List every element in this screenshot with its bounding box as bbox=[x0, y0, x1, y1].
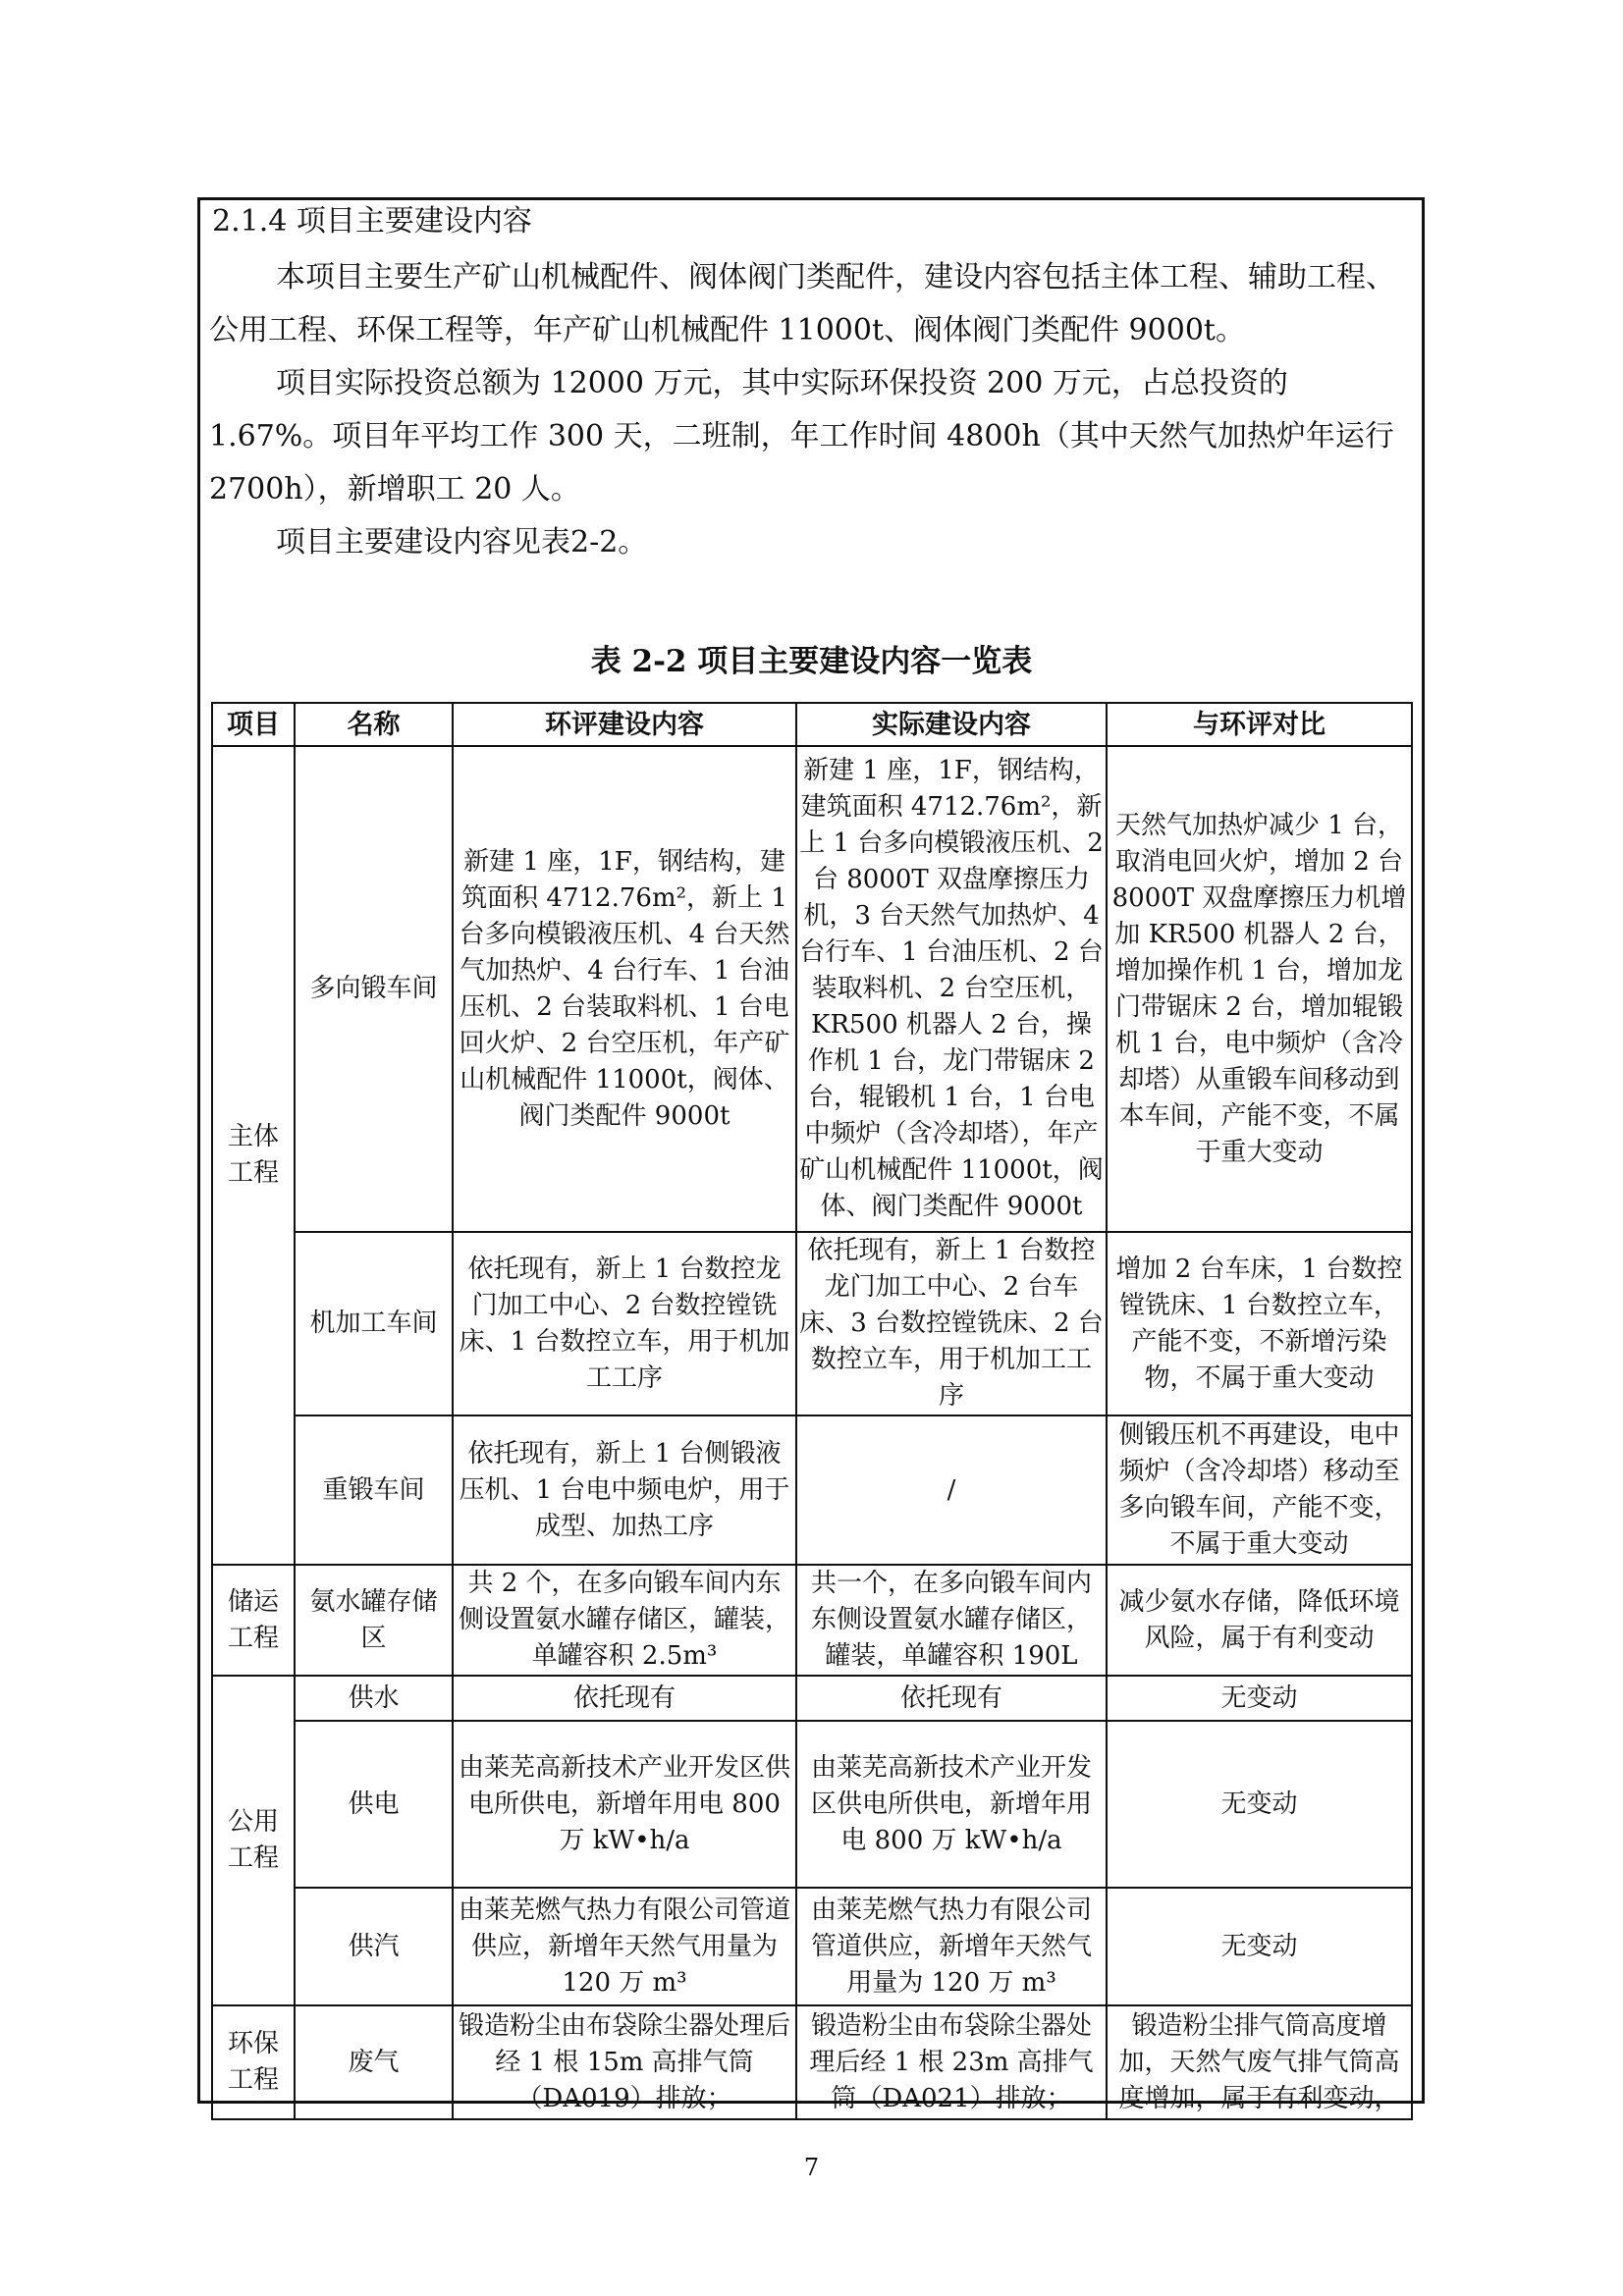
name-cell: 供汽 bbox=[295, 1888, 453, 2005]
compare-cell: 锻造粉尘排气筒高度增加，天然气废气排气筒高度增加，属于有利变动， bbox=[1107, 2005, 1412, 2119]
actual-cell: 由莱芜高新技术产业开发区供电所供电，新增年用电 800 万 kW•h/a bbox=[796, 1721, 1107, 1888]
table-row bbox=[212, 1888, 1412, 2005]
name-cell: 供水 bbox=[295, 1676, 453, 1721]
table-row bbox=[212, 1415, 1412, 1565]
compare-cell: 无变动 bbox=[1107, 1721, 1412, 1888]
construction-content-table bbox=[211, 702, 1413, 2120]
actual-cell: 新建 1 座，1F，钢结构，建筑面积 4712.76m²，新上 1 台多向模锻液压机、2 台 8000T 双盘摩擦压力机，3 台天然气加热炉、4 台行车、1 台油压机、2 台装取料机、2 台空压机，KR500 机器人 2 台，操作机 1 台，龙门带锯床 2 台，辊锻机 1 台，1 台电中频炉（含冷却塔），年产矿山机械配件 11000t，阀体、阀门类配件 9000t bbox=[796, 746, 1107, 1232]
table-row bbox=[212, 746, 1412, 1232]
name-cell: 机加工车间 bbox=[295, 1232, 453, 1415]
page-number: 7 bbox=[803, 2154, 820, 2181]
header-eia-content: 环评建设内容 bbox=[453, 703, 796, 746]
eia-cell: 锻造粉尘由布袋除尘器处理后经 1 根 15m 高排气筒（DA019）排放； bbox=[453, 2005, 796, 2119]
table-row bbox=[212, 1721, 1412, 1888]
eia-cell: 依托现有，新上 1 台数控龙门加工中心、2 台数控镗铣床、1 台数控立车，用于机加工工序 bbox=[453, 1232, 796, 1415]
compare-cell: 增加 2 台车床，1 台数控镗铣床、1 台数控立车，产能不变，不新增污染物，不属于重大变动 bbox=[1107, 1232, 1412, 1415]
table-row bbox=[212, 1565, 1412, 1676]
name-cell: 氨水罐存储区 bbox=[295, 1565, 453, 1676]
header-actual-content: 实际建设内容 bbox=[796, 703, 1107, 746]
compare-cell: 无变动 bbox=[1107, 1888, 1412, 2005]
name-cell: 废气 bbox=[295, 2005, 453, 2119]
name-cell: 多向锻车间 bbox=[295, 746, 453, 1232]
header-name: 名称 bbox=[295, 703, 453, 746]
table-row bbox=[212, 1676, 1412, 1721]
eia-cell: 由莱芜燃气热力有限公司管道供应，新增年天然气用量为 120 万 m³ bbox=[453, 1888, 796, 2005]
compare-cell: 天然气加热炉减少 1 台，取消电回火炉，增加 2 台 8000T 双盘摩擦压力机增加 KR500 机器人 2 台，增加操作机 1 台，增加龙门带锯床 2 台，增加辊锻机 1 台，电中频炉（含冷却塔）从重锻车间移动到本车间，产能不变，不属于重大变动 bbox=[1107, 746, 1412, 1232]
eia-cell: 共 2 个，在多向锻车间内东侧设置氨水罐存储区，罐装，单罐容积 2.5m³ bbox=[453, 1565, 796, 1676]
compare-cell: 减少氨水存储，降低环境风险，属于有利变动 bbox=[1107, 1565, 1412, 1676]
compare-cell: 无变动 bbox=[1107, 1676, 1412, 1721]
table-header-row bbox=[212, 703, 1412, 746]
category-cell: 储运 工程 bbox=[212, 1565, 295, 1676]
table-row bbox=[212, 1232, 1412, 1415]
eia-cell: 依托现有 bbox=[453, 1676, 796, 1721]
body-text bbox=[209, 251, 1410, 569]
paragraph-2: 项目实际投资总额为 12000 万元，其中实际环保投资 200 万元，占总投资的 1.67%。项目年平均工作 300 天，二班制，年工作时间 4800h（其中天然气加热炉年运行 2700h），新增职工 20 人。 bbox=[209, 366, 1394, 507]
category-cell: 公用 工程 bbox=[212, 1676, 295, 2005]
paragraph-1: 本项目主要生产矿山机械配件、阀体阀门类配件，建设内容包括主体工程、辅助工程、公用工程、环保工程等，年产矿山机械配件 11000t、阀体阀门类配件 9000t。 bbox=[209, 260, 1395, 347]
table-caption: 表 2-2 项目主要建设内容一览表 bbox=[590, 644, 1033, 679]
actual-cell: 依托现有，新上 1 台数控龙门加工中心、2 台车床、3 台数控镗铣床、2 台数控立车，用于机加工工序 bbox=[796, 1232, 1107, 1415]
eia-cell: 由莱芜高新技术产业开发区供电所供电，新增年用电 800 万 kW•h/a bbox=[453, 1721, 796, 1888]
actual-cell: / bbox=[796, 1415, 1107, 1565]
section-heading: 2.1.4 项目主要建设内容 bbox=[212, 204, 532, 239]
paragraph-3: 项目主要建设内容见表2-2。 bbox=[276, 525, 648, 560]
category-cell: 环保 工程 bbox=[212, 2005, 295, 2119]
eia-cell: 新建 1 座，1F，钢结构，建筑面积 4712.76m²，新上 1 台多向模锻液压机、4 台天然气加热炉、4 台行车、1 台油压机、2 台装取料机、1 台电回火炉、2 台空压机，年产矿山机械配件 11000t，阀体、阀门类配件 9000t bbox=[453, 746, 796, 1232]
compare-cell: 侧锻压机不再建设，电中频炉（含冷却塔）移动至多向锻车间，产能不变，不属于重大变动 bbox=[1107, 1415, 1412, 1565]
header-comparison: 与环评对比 bbox=[1107, 703, 1412, 746]
actual-cell: 锻造粉尘由布袋除尘器处理后经 1 根 23m 高排气筒（DA021）排放； bbox=[796, 2005, 1107, 2119]
actual-cell: 由莱芜燃气热力有限公司管道供应，新增年天然气用量为 120 万 m³ bbox=[796, 1888, 1107, 2005]
actual-cell: 共一个，在多向锻车间内东侧设置氨水罐存储区，罐装，单罐容积 190L bbox=[796, 1565, 1107, 1676]
table-row bbox=[212, 2005, 1412, 2119]
category-cell: 主体 工程 bbox=[212, 746, 295, 1565]
name-cell: 重锻车间 bbox=[295, 1415, 453, 1565]
eia-cell: 依托现有，新上 1 台侧锻液压机、1 台电中频电炉，用于成型、加热工序 bbox=[453, 1415, 796, 1565]
header-category: 项目 bbox=[212, 703, 295, 746]
actual-cell: 依托现有 bbox=[796, 1676, 1107, 1721]
name-cell: 供电 bbox=[295, 1721, 453, 1888]
